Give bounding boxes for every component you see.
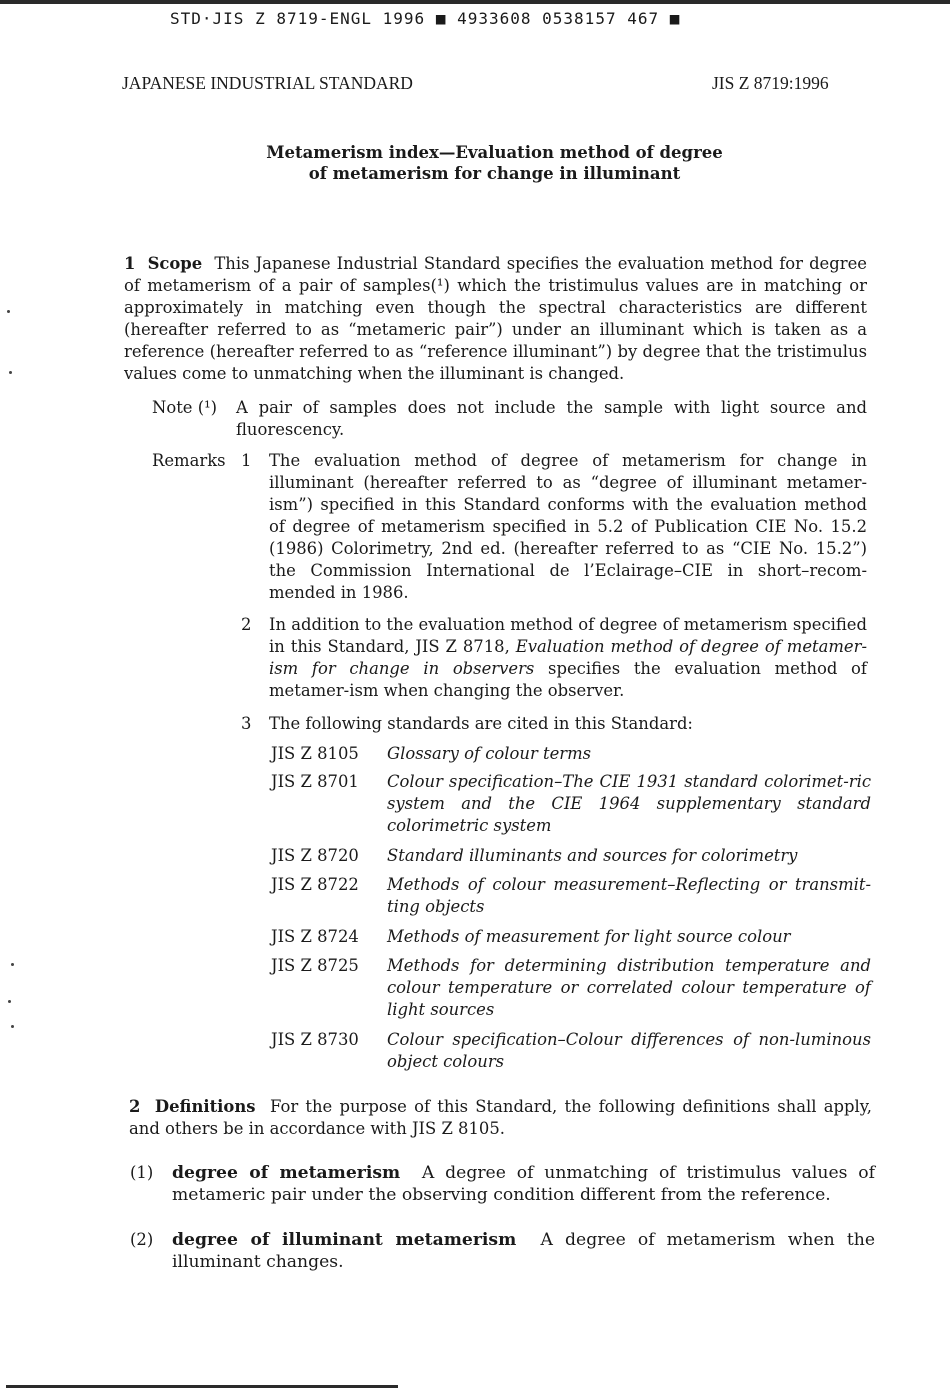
ref-title: Methods of colour measurement–Reflecting or transmit-ting objects <box>387 875 871 916</box>
ref-title: Methods for determining distribution temperature and colour temperature or correlated colour temperature of light sources <box>387 956 871 1019</box>
document-title <box>120 142 869 184</box>
scope-heading: Scope <box>147 254 203 273</box>
remark-2-number: 2 <box>241 615 252 634</box>
ref-code: JIS Z 8105 <box>271 744 359 763</box>
definition-1 <box>172 1162 875 1206</box>
remark-1-text: The evaluation method of degree of metamerism for change in illuminant (hereafter referred to as “degree of illuminant metamer-ism”) specified in this Standard conforms with the evaluation method of degree of metamerism specified in 5.2 of Publication CIE No. 15.2 (1986) Colorimetry, 2nd ed. (hereafter referred to as “CIE No. 15.2”) the Commission International de l’Eclairage–CIE in short–recom-mended in 1986. <box>269 451 867 602</box>
document-code: STD·JIS Z 8719-ENGL 1996 ■ 4933608 0538157 467 ■ <box>170 9 681 28</box>
scope-text: This Japanese Industrial Standard specifies the evaluation method for degree of metamerism of a pair of samples(¹) which the tristimulus values are in matching or approximately in matching even though the spectral characteristics are different (hereafter referred to as “metameric pair”) under an illuminant which is taken as a reference (hereafter referred to as “reference illuminant”) by degree that the tristimulus values come to unmatching when the illuminant is changed. <box>124 254 867 383</box>
scan-speck <box>9 371 12 374</box>
ref-code: JIS Z 8730 <box>271 1030 359 1049</box>
ref-code: JIS Z 8701 <box>271 772 359 791</box>
bottom-rule <box>6 1385 398 1388</box>
title-line-1: Metamerism index—Evaluation method of degree <box>266 143 723 162</box>
definition-2-number: (2) <box>130 1230 154 1249</box>
ref-title: Colour specification–Colour differences of non-luminous object colours <box>387 1030 871 1071</box>
scan-speck <box>8 1000 11 1003</box>
scan-speck <box>11 963 14 966</box>
title-line-2: of metamerism for change in illuminant <box>308 164 681 183</box>
remark-1-number: 1 <box>241 451 252 470</box>
definition-1-term: degree of metamerism <box>172 1163 401 1183</box>
definitions-text: For the purpose of this Standard, the following definitions shall apply, and others be in accordance with JIS Z 8105. <box>129 1097 873 1138</box>
ref-code: JIS Z 8720 <box>271 846 359 865</box>
definition-2-text: A degree of metamerism when the illuminant changes. <box>172 1230 875 1272</box>
ref-title: Methods of measurement for light source colour <box>387 927 791 946</box>
top-rule <box>0 0 950 4</box>
header-right: JIS Z 8719:1996 <box>712 73 829 93</box>
definition-2-term: degree of illuminant metamerism <box>172 1230 517 1250</box>
scan-speck <box>11 1025 14 1028</box>
remark-2-part-a: In addition to the evaluation method of degree of metamerism specified in this Standard, JIS Z 8718, <box>269 615 867 656</box>
remark-3-number: 3 <box>241 714 252 733</box>
definitions-paragraph <box>129 1096 872 1140</box>
remark-2-text <box>269 614 867 702</box>
ref-code: JIS Z 8724 <box>271 927 359 946</box>
definition-1-text: A degree of unmatching of tristimulus values of metameric pair under the observing condition different from the reference. <box>172 1163 875 1205</box>
remarks-label: Remarks <box>152 451 226 470</box>
definition-2 <box>172 1229 875 1273</box>
ref-title: Glossary of colour terms <box>387 744 592 763</box>
scope-paragraph <box>124 253 867 385</box>
definitions-number: 2 <box>129 1097 141 1116</box>
note-label: Note (¹) <box>152 398 218 417</box>
scan-speck <box>7 310 10 313</box>
remark-2-part-b: specifies the evaluation method of metamer-ism when changing the observer. <box>269 659 867 700</box>
remark-2-cited-title: Evaluation method of degree of metamer-ism for change in observers <box>269 637 867 678</box>
definitions-heading: Definitions <box>154 1097 256 1116</box>
ref-code: JIS Z 8722 <box>271 875 359 894</box>
ref-title: Standard illuminants and sources for colorimetry <box>387 846 798 865</box>
ref-title: Colour specification–The CIE 1931 standard colorimet-ric system and the CIE 1964 supplementary standard colorimetric system <box>387 772 871 835</box>
note-text: A pair of samples does not include the sample with light source and fluorescency. <box>236 398 867 439</box>
ref-code: JIS Z 8725 <box>271 956 359 975</box>
definition-1-number: (1) <box>130 1163 154 1182</box>
header-left: JAPANESE INDUSTRIAL STANDARD <box>122 73 413 93</box>
scope-number: 1 <box>124 254 136 273</box>
remark-3-text: The following standards are cited in this Standard: <box>269 714 693 733</box>
